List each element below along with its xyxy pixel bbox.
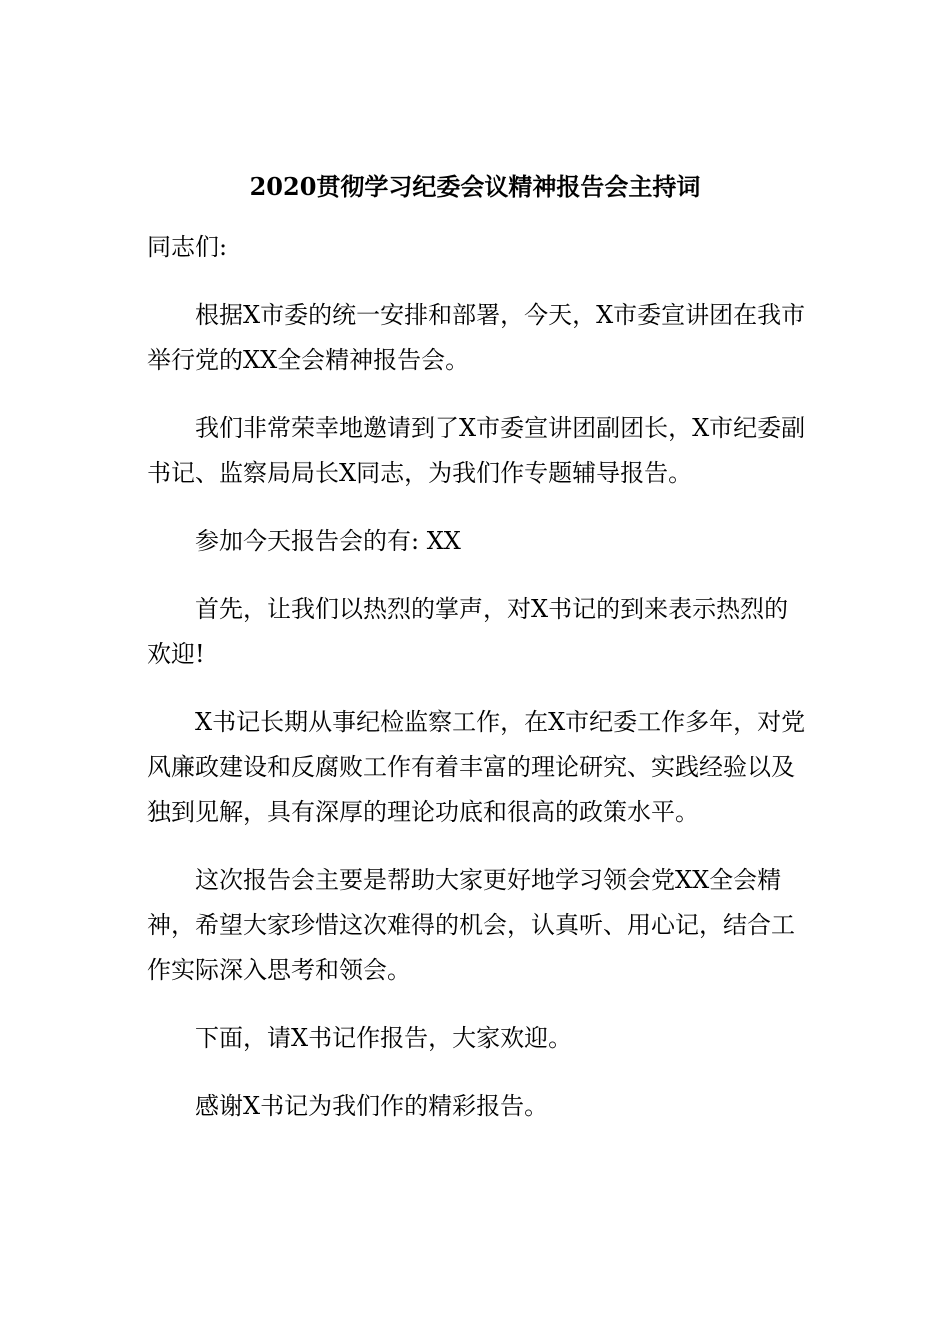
document-title: 2020贯彻学习纪委会议精神报告会主持词 bbox=[249, 172, 701, 201]
paragraph-8: 感谢X书记为我们作的精彩报告。 bbox=[195, 1092, 549, 1120]
paragraph-6: 这次报告会主要是帮助大家更好地学习领会党XX全会精神，希望大家珍惜这次难得的机会，认真听、用心记，结合工作实际深入思考和领会。 bbox=[147, 866, 795, 984]
paragraph-4: 首先，让我们以热烈的掌声，对X书记的到来表示热烈的欢迎! bbox=[147, 595, 789, 668]
paragraph-3: 参加今天报告会的有: XX bbox=[195, 527, 461, 555]
greeting: 同志们: bbox=[147, 233, 228, 261]
paragraph-5: X书记长期从事纪检监察工作，在X市纪委工作多年，对党风廉政建设和反腐败工作有着丰富的理论研究、实践经验以及独到见解，具有深厚的理论功底和很高的政策水平。 bbox=[147, 708, 806, 826]
document-body bbox=[147, 225, 809, 1152]
paragraph-7: 下面，请X书记作报告，大家欢迎。 bbox=[195, 1024, 573, 1052]
paragraph-2: 我们非常荣幸地邀请到了X市委宣讲团副团长，X市纪委副书记、监察局局长X同志，为我们作专题辅导报告。 bbox=[147, 414, 806, 487]
paragraph-1: 根据X市委的统一安排和部署，今天，X市委宣讲团在我市举行党的XX全会精神报告会。 bbox=[147, 301, 806, 374]
